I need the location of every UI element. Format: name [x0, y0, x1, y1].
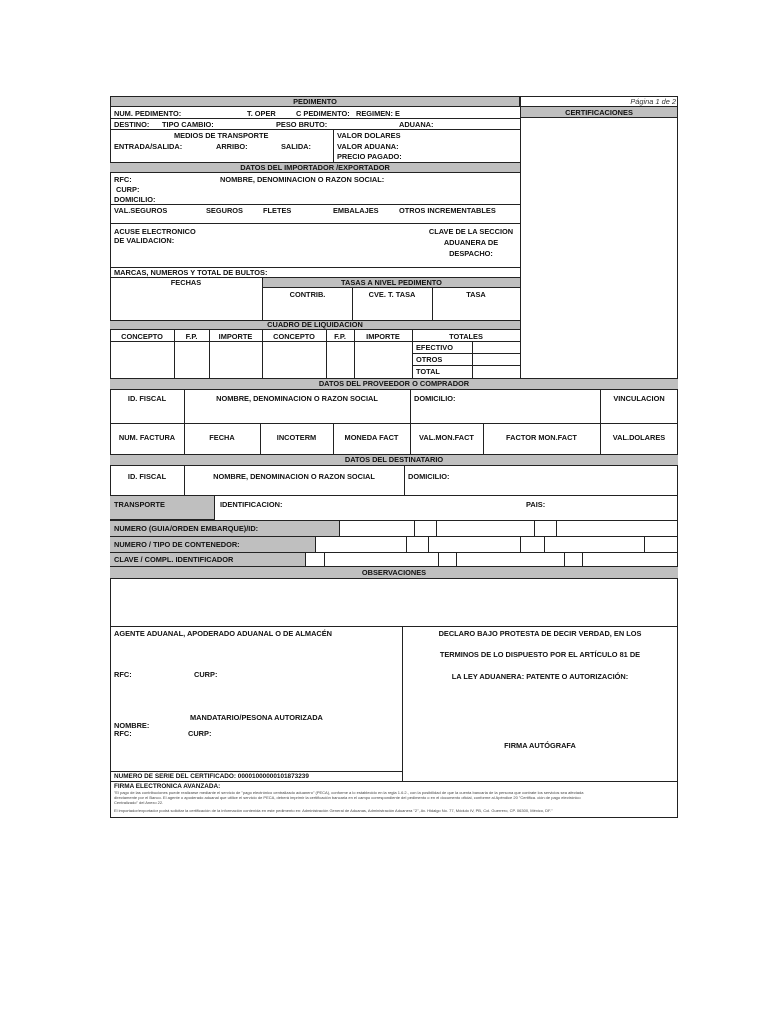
destinatario-title: DATOS DEL DESTINATARIO — [344, 455, 444, 464]
total-otros: OTROS — [416, 355, 443, 364]
factor-mon-fact-label: FACTOR MON.FACT — [506, 433, 577, 442]
incoterm-label: INCOTERM — [276, 433, 317, 442]
fletes-label: FLETES — [263, 206, 292, 215]
pais-label: PAIS: — [526, 500, 546, 509]
val-seguros-label: VAL.SEGUROS — [114, 206, 168, 215]
precio-pagado-label: PRECIO PAGADO: — [337, 152, 402, 161]
nombre-razon-social-label: NOMBRE, DENOMINACION O RAZON SOCIAL: — [220, 175, 385, 184]
curp-label: CURP: — [116, 185, 140, 194]
acuse-validacion-label: DE VALIDACION: — [114, 236, 175, 245]
fecha-label: FECHA — [209, 433, 235, 442]
agente-rfc-label: RFC: — [114, 670, 132, 679]
fine-print-line-3: Centralizado" del Anexo 22. — [114, 800, 164, 805]
mandatario-rfc-label: RFC: — [114, 729, 132, 738]
declaro-line-3: LA LEY ADUANERA: PATENTE O AUTORIZACIÓN: — [451, 672, 629, 681]
observaciones-title: OBSERVACIONES — [361, 568, 427, 577]
fine-print-line-4: El importador/exportador podrá solicitar la certificación de la información contenida en este pedimento en: Administración General de Aduanas, Administración Aduanera "2", Av. Hidalgo No. 77, Módulo IV, PB, Col. Guerrero, CP. 06300, México, DF." — [114, 808, 553, 813]
pedimento-form — [110, 96, 678, 818]
entrada-salida-label: ENTRADA/SALIDA: — [114, 142, 183, 151]
liquidacion-title: CUADRO DE LIQUIDACION — [267, 320, 363, 329]
valor-dolares-label: VALOR DOLARES — [337, 131, 401, 140]
acuse-electronico-label: ACUSE ELECTRONICO — [114, 227, 196, 236]
proveedor-vinculacion: VINCULACION — [613, 394, 665, 403]
importador-title: DATOS DEL IMPORTADOR /EXPORTADOR — [240, 163, 390, 172]
val-dolares-label: VAL.DOLARES — [612, 433, 666, 442]
fine-print-line-1: "El pago de las contribuciones puede realizarse mediante el servicio de "pago electrónico centralizado aduanero" (PECA), conforme a lo establecido en la regla 1.6.2., con la posibilidad de que la cuenta bancaria de la persona que contrate los servicios sea afectada — [114, 790, 584, 795]
rfc-label: RFC: — [114, 175, 132, 184]
liq-importe-1: IMPORTE — [218, 332, 253, 341]
certifications-title: CERTIFICACIONES — [565, 108, 633, 117]
certifications-divider — [520, 96, 521, 378]
val-mon-fact-label: VAL.MON.FACT — [419, 433, 474, 442]
arribo-label: ARRIBO: — [216, 142, 248, 151]
proveedor-domicilio: DOMICILIO: — [414, 394, 456, 403]
declaro-line-2: TERMINOS DE LO DISPUESTO POR EL ARTÍCULO 81 DE — [439, 650, 641, 659]
pedimento-title: PEDIMENTO — [293, 97, 337, 106]
liq-fp-2: F.P. — [334, 332, 346, 341]
salida-label: SALIDA: — [281, 142, 311, 151]
transporte-label: TRANSPORTE — [114, 500, 165, 509]
tipo-cambio-label: TIPO CAMBIO: — [162, 120, 214, 129]
domicilio-label: DOMICILIO: — [114, 195, 156, 204]
liq-fp-1: F.P. — [185, 332, 198, 341]
otros-incrementables-label: OTROS INCREMENTABLES — [399, 206, 496, 215]
page-number: Página 1 de 2 — [630, 97, 676, 106]
agente-title: AGENTE ADUANAL, APODERADO ADUANAL O DE ALMACÉN — [114, 629, 333, 638]
proveedor-title: DATOS DEL PROVEEDOR O COMPRADOR — [318, 379, 470, 388]
clave-aduanera-label: ADUANERA DE — [443, 238, 499, 247]
identificacion-label: IDENTIFICACION: — [220, 500, 283, 509]
c-pedimento-label: C PEDIMENTO: — [296, 109, 350, 118]
num-pedimento-label: NUM. PEDIMENTO: — [114, 109, 182, 118]
embalajes-label: EMBALAJES — [333, 206, 379, 215]
proveedor-nombre: NOMBRE, DENOMINACION O RAZON SOCIAL — [216, 394, 378, 403]
firma-autografa-label: FIRMA AUTÓGRAFA — [504, 741, 576, 750]
agente-curp-label: CURP: — [194, 670, 218, 679]
fine-print-line-2: directamente por el Banco. El agente o apoderado aduanal que utilice el servicio de PECA, deberá imprimir la certificación bancaria en el campo correspondiente del pedimento o en el documento oficial, conforme al Apéndice 20 "Certifica. ción de pago electrónico — [114, 795, 581, 800]
clave-despacho-label: DESPACHO: — [449, 249, 493, 258]
firma-electronica-label: FIRMA ELECTRONICA AVANZADA: — [114, 783, 221, 790]
mandatario-label: MANDATARIO/PESONA AUTORIZADA — [190, 713, 323, 722]
total-efectivo: EFECTIVO — [416, 343, 453, 352]
declaro-line-1: DECLARO BAJO PROTESTA DE DECIR VERDAD, EN LOS — [438, 629, 642, 638]
proveedor-id-fiscal: ID. FISCAL — [127, 394, 167, 403]
liq-concepto-2: CONCEPTO — [273, 332, 315, 341]
seguros-label: SEGUROS — [206, 206, 243, 215]
destino-label: DESTINO: — [114, 120, 150, 129]
moneda-fact-label: MONEDA FACT — [344, 433, 399, 442]
mandatario-nombre-label: NOMBRE: — [114, 721, 150, 730]
liq-concepto-1: CONCEPTO — [121, 332, 163, 341]
regimen-label: REGIMEN: E — [356, 109, 400, 118]
marcas-label: MARCAS, NUMEROS Y TOTAL DE BULTOS: — [114, 268, 268, 277]
medios-transporte-label: MEDIOS DE TRANSPORTE — [174, 131, 269, 140]
destinatario-domicilio: DOMICILIO: — [408, 472, 450, 481]
mandatario-curp-label: CURP: — [188, 729, 212, 738]
t-oper-label: T. OPER — [247, 109, 276, 118]
numero-contenedor-label: NUMERO / TIPO DE CONTENEDOR: — [114, 540, 240, 549]
num-factura-label: NUM. FACTURA — [118, 433, 176, 442]
liq-importe-2: IMPORTE — [366, 332, 400, 341]
numero-serie-certificado: NUMERO DE SERIE DEL CERTIFICADO: 00001000000101873239 — [114, 773, 309, 780]
cve-t-tasa-label: CVE. T. TASA — [368, 290, 416, 299]
tasa-label: TASA — [466, 290, 486, 299]
contrib-label: CONTRIB. — [289, 290, 326, 299]
aduana-label: ADUANA: — [399, 120, 434, 129]
peso-bruto-label: PESO BRUTO: — [276, 120, 328, 129]
tasas-title: TASAS A NIVEL PEDIMENTO — [341, 278, 442, 287]
clave-identificador-label: CLAVE / COMPL. IDENTIFICADOR — [114, 555, 234, 564]
fechas-label: FECHAS — [170, 278, 202, 287]
liq-totales: TOTALES — [449, 332, 483, 341]
total-total: TOTAL — [416, 367, 440, 376]
clave-seccion-label: CLAVE DE LA SECCION — [428, 227, 514, 236]
valor-aduana-label: VALOR ADUANA: — [337, 142, 399, 151]
destinatario-nombre: NOMBRE, DENOMINACION O RAZON SOCIAL — [213, 472, 375, 481]
destinatario-id-fiscal: ID. FISCAL — [127, 472, 167, 481]
numero-guia-label: NUMERO (GUIA/ORDEN EMBARQUE)/ID: — [114, 524, 259, 533]
